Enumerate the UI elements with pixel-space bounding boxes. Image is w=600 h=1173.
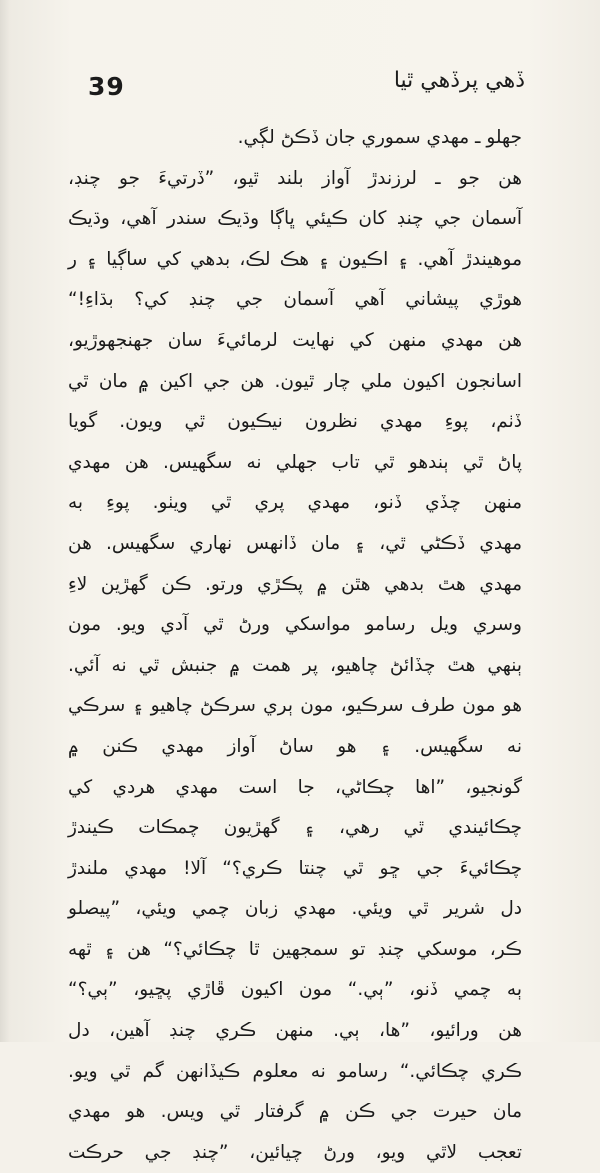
text-line: ٻنهي هٿ چڏائڻ چاهيو، پر همت ۾ جنبش ٿي نه آئي. <box>68 654 522 676</box>
text-line: ٻه چمي ڏنو، ”ٻي.“ مون اکيون ڦاڙي پڇيو، ”ٻي؟“ <box>68 979 522 1001</box>
text-line: گونجيو، ”اها چڪاڻي، جا است مهدي هردي کي <box>68 776 522 798</box>
text-line: تعجب لاٿي ويو، ورڻ چيائين، ”چنڊ جي حرڪت <box>68 1141 522 1163</box>
body-text <box>68 118 522 1173</box>
text-line: چڪائيندي ٿي رهي، ۽ گهڙيون چمڪات ڪيندڙ <box>68 817 522 839</box>
text-line: نه سگهيس. ۽ هو ساڻ آواز مهدي ڪنن ۾ <box>68 735 522 757</box>
text-line: اسانجون اکيون ملي چار ٿيون. هن جي اکين ۾ مان ٿي <box>68 370 522 392</box>
text-line: هن مهدي منهن کي نهايت لرمائيءَ سان جهنجهوڙيو، <box>68 329 522 351</box>
text-line: وسري ويل رسامو مواسکي ورڻ ٿي آدي ويو. مون <box>68 614 522 636</box>
text-line: جهلو ـ مهدي سموري جان ڏڪڻ لڳي. <box>237 127 522 148</box>
page-number: 39 <box>88 72 125 101</box>
text-line: پاڻ ٿي ٻندهو ٿي تاب جهلي نه سگهيس. هن مهدي <box>68 451 522 473</box>
text-line: هن جو ـ لرزندڙ آواز بلند ٿيو، ”ڏرتيءَ جو چنڊ، <box>68 167 522 189</box>
text-line: مهدي ڏڪڻي ٿي، ۽ مان ڏانهس نهاري سگهيس. هن <box>68 532 522 554</box>
running-header: ڏهي پرڏهي ٿيا <box>393 68 525 93</box>
text-line: موهيندڙ آهي. ۽ اڪيون ۽ هڪ لڪ، بدهي کي ساڳيا ۽ ر <box>68 248 522 270</box>
text-line: منهن چڏي ڏنو، مهدي پري ٿي ويٺو. پوءِ به <box>68 492 522 514</box>
scan-edge-shadow <box>0 0 10 1042</box>
text-line: آسمان جي چنڊ کان ڪيئي ڀاڳا وڌيڪ سندر آهي، وڌيڪ <box>68 208 522 230</box>
text-line: ڪري چڪائي.“ رسامو نه معلوم ڪيڏانهن گم ٿي ويو. <box>68 1060 522 1082</box>
text-line: هوڙي پيشاني آهي آسمان جي چنڊ کي؟ بڌاءِ!“ <box>68 289 522 311</box>
text-line: ڏٺم، پوءِ مهدي نظرون نيڪيون ٿي ويون. گويا <box>68 411 522 433</box>
text-line: هن ورائيو، ”ها، ٻي. منهن ڪري چنڊ آهين، دل <box>68 1020 522 1042</box>
text-line: مان حيرت جي ڪن ۾ گرفتار ٿي ويس. هو مهدي <box>68 1101 522 1123</box>
text-line: مهدي هٿ بدهي هٿن ۾ پڪڙي ورتو. ڪن گهڙين لاءِ <box>68 573 522 595</box>
text-line: ڪر، موسکي چنڊ تو سمجهين ٿا چڪائي؟“ هن ۽ ٿهه <box>68 938 522 960</box>
text-line: دل شرير ٿي ويئي. مهدي زبان چمي ويئي، ”پيصلو <box>68 898 522 920</box>
text-line: هو مون طرف سرڪيو، مون ٻري سرڪڻ چاهيو ۽ سرڪي <box>68 695 522 717</box>
text-line: چڪائيءَ جي ڇو ٿي چنتا ڪري؟“ آلا! مهدي ملندڙ <box>68 857 522 879</box>
